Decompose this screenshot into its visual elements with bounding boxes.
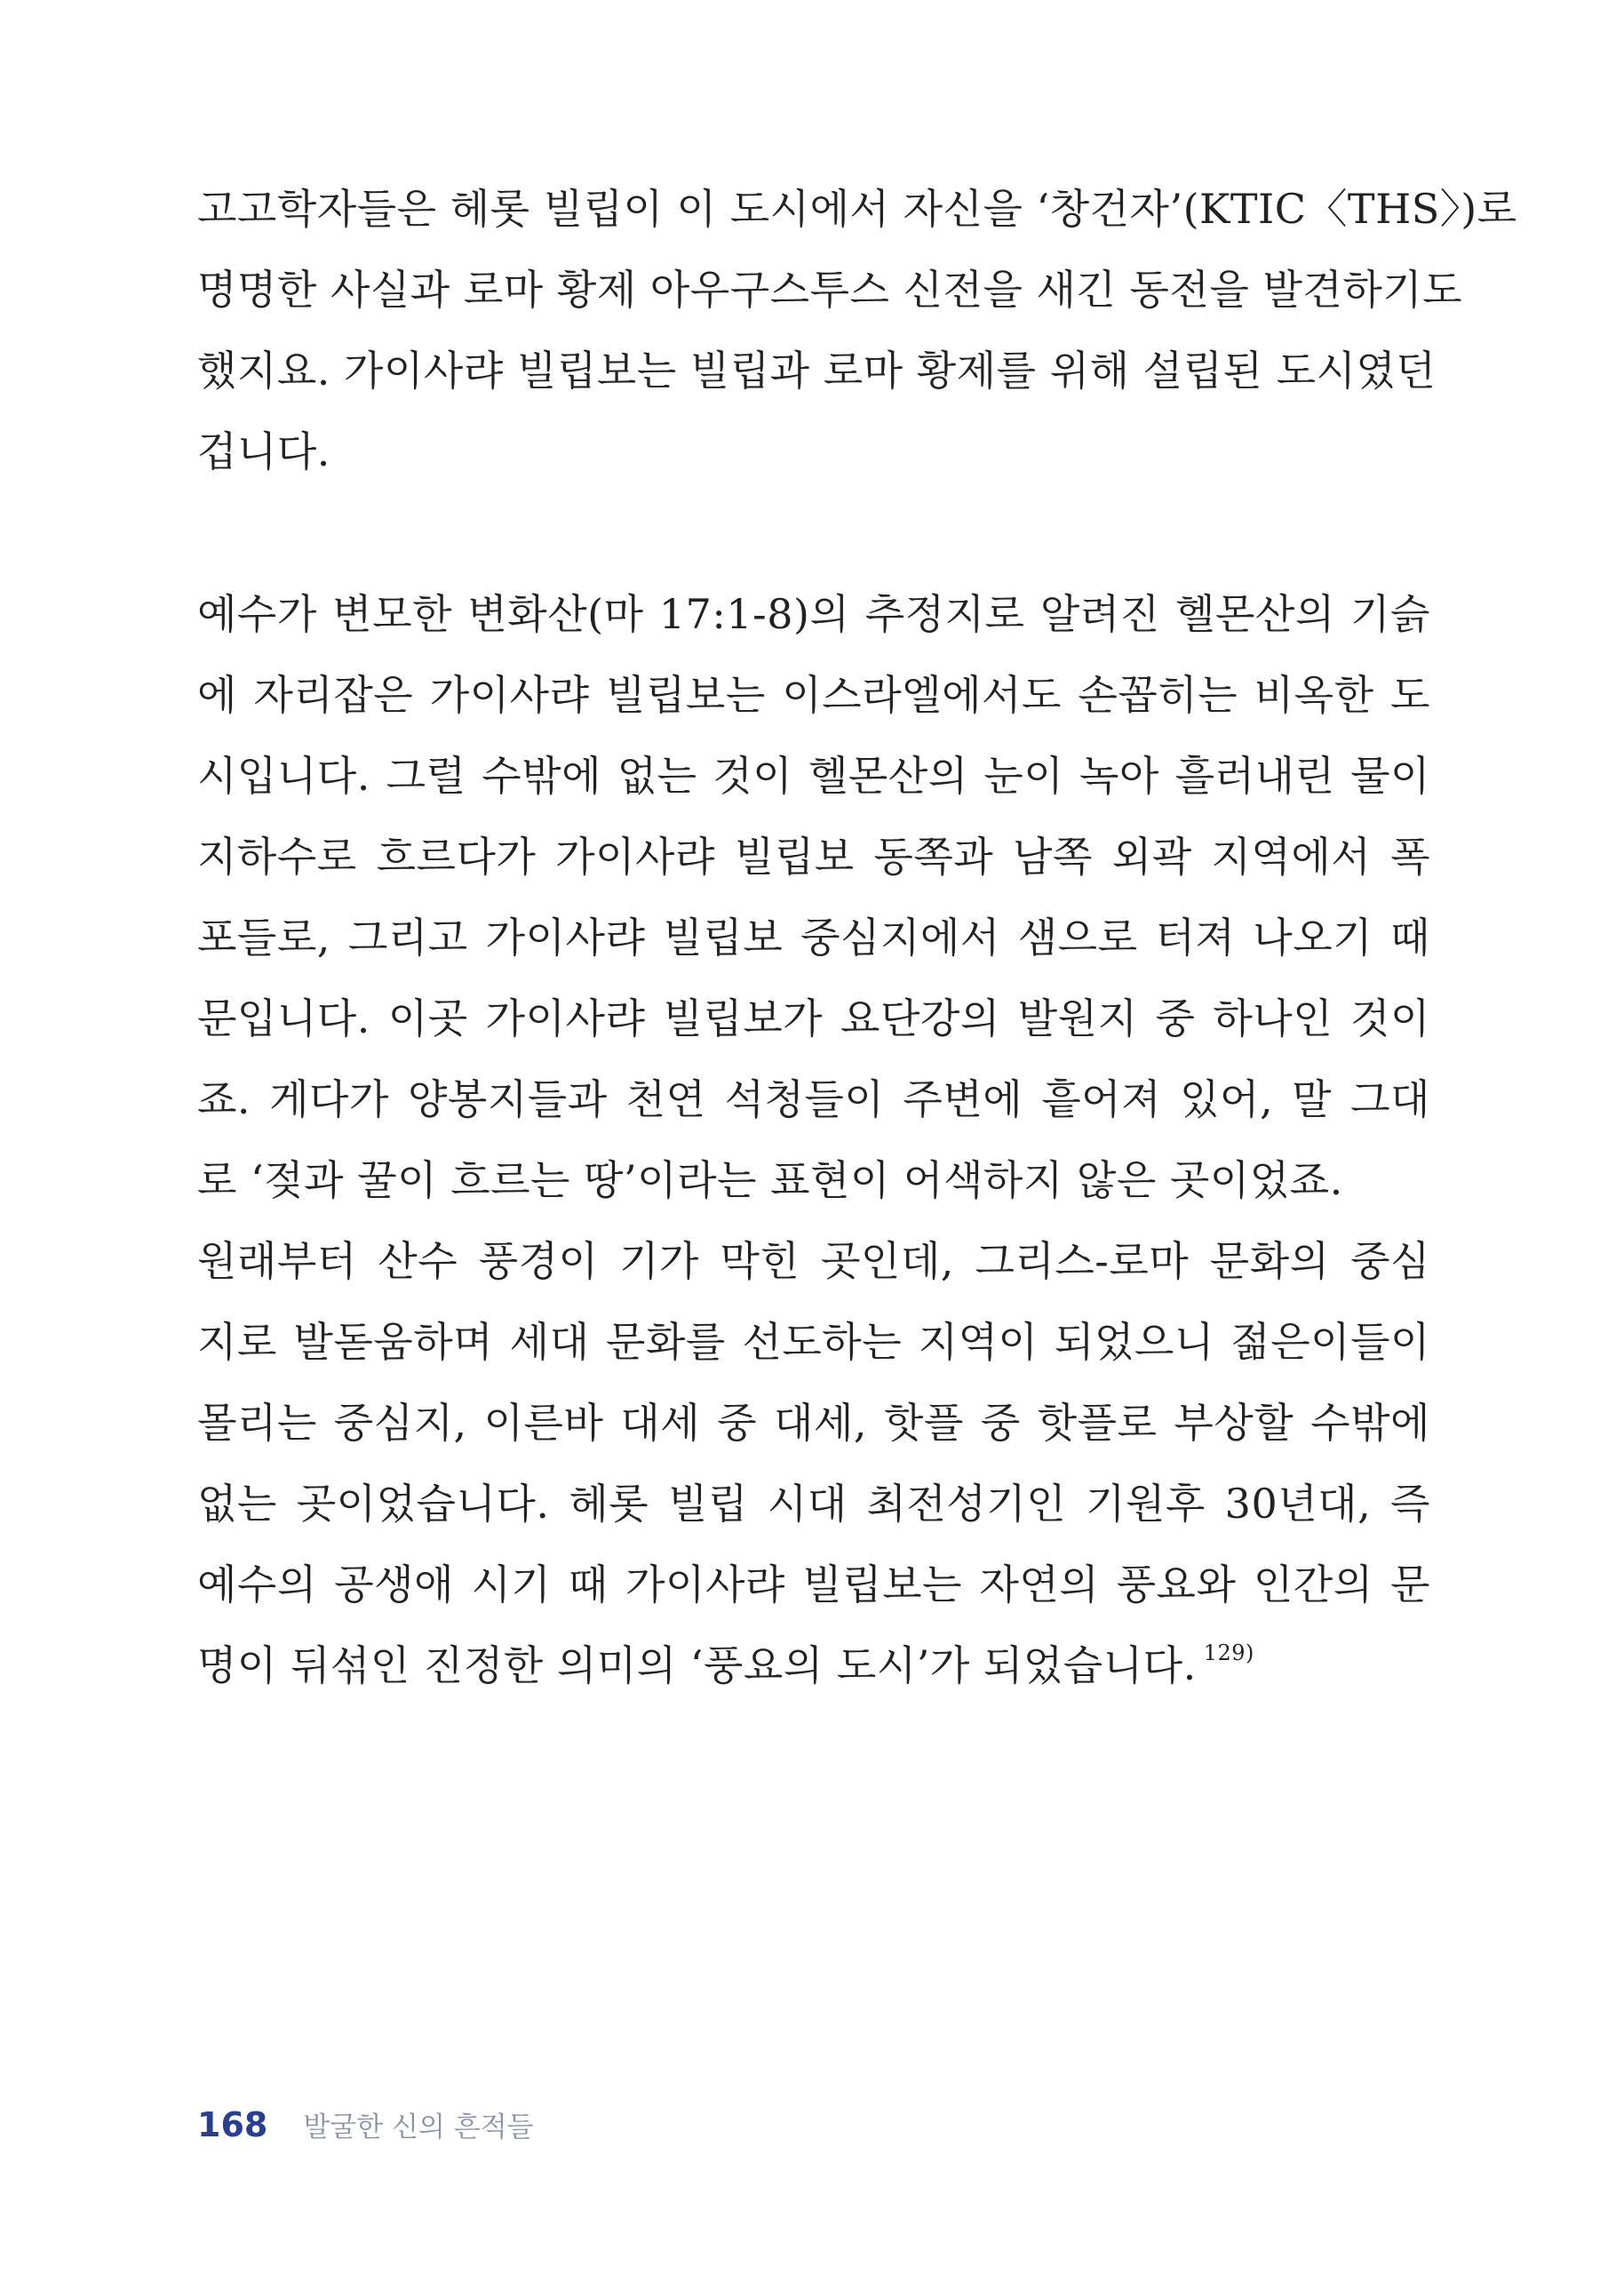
- text-line: 문입니다. 이곳 가이사랴 빌립보가 요단강의 발원지 중 하나인 것이: [197, 994, 1430, 1042]
- body-text: [197, 169, 1517, 1706]
- text-line-content: 명이 뒤섞인 진정한 의미의 ‘풍요의 도시’가 되었습니다.: [197, 1641, 1197, 1689]
- paragraph-2: [197, 574, 1430, 1221]
- text-line: 예수의 공생애 시기 때 가이사랴 빌립보는 자연의 풍요와 인간의 문: [197, 1561, 1430, 1608]
- text-line: 원래부터 산수 풍경이 기가 막힌 곳인데, 그리스-로마 문화의 중심: [197, 1237, 1430, 1285]
- text-line: 지로 발돋움하며 세대 문화를 선도하는 지역이 되었으니 젊은이들이: [197, 1318, 1430, 1366]
- text-line-final: [197, 1625, 1430, 1706]
- text-line: 포들로, 그리고 가이사랴 빌립보 중심지에서 샘으로 터져 나오기 때: [197, 914, 1430, 962]
- paragraph-1: [197, 169, 1517, 492]
- text-line: 겁니다.: [197, 427, 330, 475]
- text-line: 죠. 게다가 양봉지들과 천연 석청들이 주변에 흩어져 있어, 말 그대: [197, 1075, 1430, 1123]
- text-line: 지하수로 흐르다가 가이사랴 빌립보 동쪽과 남쪽 외곽 지역에서 폭: [197, 833, 1430, 881]
- page-footer: [197, 2104, 534, 2158]
- paragraph-gap: [197, 492, 1430, 574]
- text-line: 로 ‘젖과 꿀이 흐르는 땅’이라는 표현이 어색하지 않은 곳이었죠.: [197, 1156, 1343, 1204]
- text-line: 명명한 사실과 로마 황제 아우구스투스 신전을 새긴 동전을 발견하기도: [197, 266, 1463, 314]
- paragraph-3: [197, 1221, 1430, 1706]
- text-line: 몰리는 중심지, 이른바 대세 중 대세, 핫플 중 핫플로 부상할 수밖에: [197, 1399, 1430, 1447]
- text-line: 에 자리잡은 가이사랴 빌립보는 이스라엘에서도 손꼽히는 비옥한 도: [197, 671, 1430, 719]
- footnote-reference[interactable]: 129): [1203, 1640, 1254, 1665]
- page-number: 168: [197, 2105, 268, 2144]
- text-line: 고고학자들은 헤롯 빌립이 이 도시에서 자신을 ‘창건자’(KTIC〈THS〉)로: [197, 185, 1517, 233]
- running-title: 발굴한 신의 흔적들: [303, 2111, 534, 2143]
- text-line: 없는 곳이었습니다. 헤롯 빌립 시대 최전성기인 기원후 30년대, 즉: [197, 1480, 1430, 1528]
- text-line: 했지요. 가이사랴 빌립보는 빌립과 로마 황제를 위해 설립된 도시였던: [197, 347, 1437, 395]
- text-line: 예수가 변모한 변화산(마 17:1-8)의 추정지로 알려진 헬몬산의 기슭: [197, 590, 1430, 638]
- text-line: 시입니다. 그럴 수밖에 없는 것이 헬몬산의 눈이 녹아 흘러내린 물이: [197, 752, 1430, 800]
